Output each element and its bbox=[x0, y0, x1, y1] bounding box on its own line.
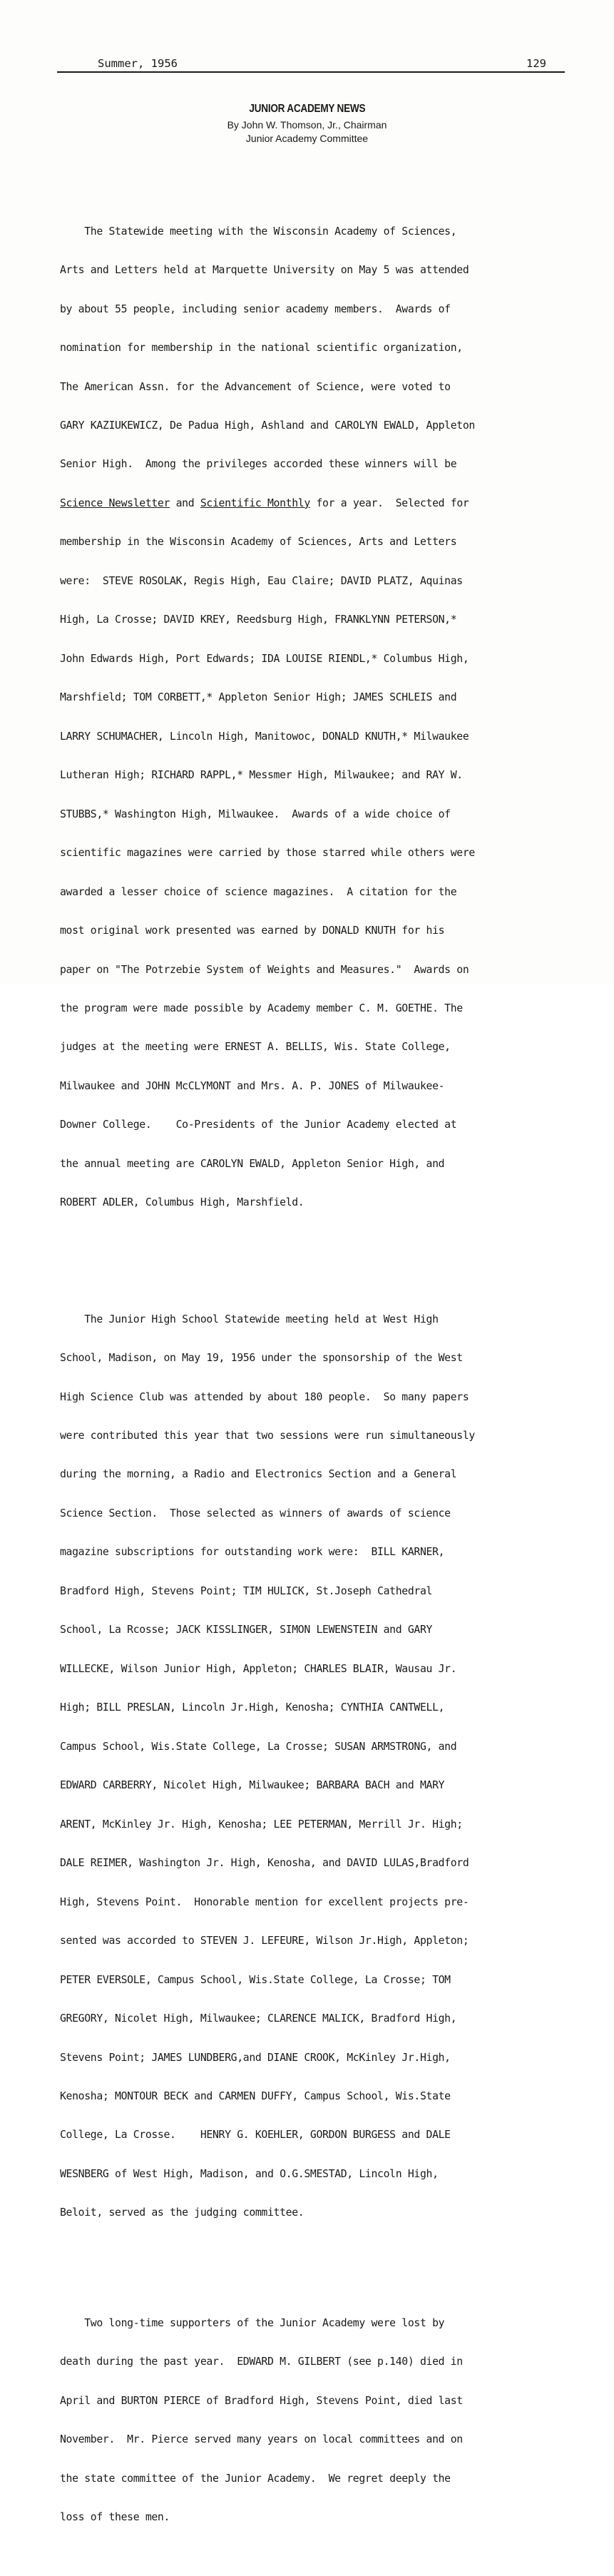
paragraph-line: College, La Crosse. HENRY G. KOEHLER, GORDON BURGESS and DALE bbox=[60, 2129, 451, 2142]
paragraph-line: Marshfield; TOM CORBETT,* Appleton Senior High; JAMES SCHLEIS and bbox=[60, 691, 457, 704]
line-fragment: and bbox=[170, 497, 200, 509]
paragraph-junior-high-meeting bbox=[60, 1287, 602, 2246]
paragraph-line: ARENT, McKinley Jr. High, Kenosha; LEE PETERMAN, Merrill Jr. High; bbox=[60, 1818, 463, 1831]
paragraph-line: Lutheran High; RICHARD RAPPL,* Messmer High, Milwaukee; and RAY W. bbox=[60, 769, 463, 782]
paragraph-line: the annual meeting are CAROLYN EWALD, Appleton Senior High, and bbox=[60, 1157, 445, 1170]
paragraph-line: DALE REIMER, Washington Jr. High, Kenosha, and DAVID LULAS,Bradford bbox=[60, 1857, 469, 1870]
paragraph-line: scientific magazines were carried by those starred while others were bbox=[60, 847, 475, 860]
paragraph-line: The Junior High School Statewide meeting held at West High bbox=[60, 1313, 439, 1325]
article-byline: By John W. Thomson, Jr., Chairman bbox=[227, 119, 387, 131]
paragraph-line: WESNBERG of West High, Madison, and O.G.SMESTAD, Lincoln High, bbox=[60, 2167, 439, 2180]
paragraph-line: Kenosha; MONTOUR BECK and CARMEN DUFFY, Campus School, Wis.State bbox=[60, 2089, 451, 2102]
paragraph-line: Beloit, served as the judging committee. bbox=[60, 2206, 305, 2219]
paragraph-line: High, La Crosse; DAVID KREY, Reedsburg High, FRANKLYNN PETERSON,* bbox=[60, 614, 457, 626]
paragraph-line: EDWARD CARBERRY, Nicolet High, Milwaukee; BARBARA BACH and MARY bbox=[60, 1779, 445, 1792]
paragraph-line: The American Assn. for the Advancement of Science, were voted to bbox=[60, 380, 451, 393]
paragraph-line: paper on "The Potrzebie System of Weights and Measures." Awards on bbox=[60, 963, 469, 976]
paragraph-line: judges at the meeting were ERNEST A. BELLIS, Wis. State College, bbox=[60, 1041, 451, 1054]
paragraph-line: November. Mr. Pierce served many years on local committees and on bbox=[60, 2433, 463, 2446]
paragraph-line: the program were made possible by Academy member C. M. GOETHE. The bbox=[60, 1002, 463, 1014]
paragraph-line: sented was accorded to STEVEN J. LEFEURE, Wilson Jr.High, Appleton; bbox=[60, 1935, 469, 1948]
paragraph-line: High, Stevens Point. Honorable mention for excellent projects pre- bbox=[60, 1895, 469, 1908]
paragraph-line: WILLECKE, Wilson Junior High, Appleton; CHARLES BLAIR, Wausau Jr. bbox=[60, 1662, 457, 1675]
paragraph-line: nomination for membership in the national scientific organization, bbox=[60, 342, 463, 355]
paragraph-line: School, Madison, on May 19, 1956 under the sponsorship of the West bbox=[60, 1352, 463, 1365]
publication-title: Science Newsletter bbox=[60, 497, 170, 509]
paragraph-line: ROBERT ADLER, Columbus High, Marshfield. bbox=[60, 1196, 305, 1209]
publication-title: Scientific Monthly bbox=[200, 497, 310, 509]
paragraph-line: Stevens Point; JAMES LUNDBERG,and DIANE CROOK, McKinley Jr.High, bbox=[60, 2051, 451, 2064]
paragraph-line: were: STEVE ROSOLAK, Regis High, Eau Claire; DAVID PLATZ, Aquinas bbox=[60, 574, 463, 587]
issue-date: Summer, 1956 bbox=[98, 57, 178, 70]
paragraph-line: membership in the Wisconsin Academy of Sciences, Arts and Letters bbox=[60, 536, 457, 549]
paragraph-line: awarded a lesser choice of science magazines. A citation for the bbox=[60, 885, 457, 898]
paragraph-line: High Science Club was attended by about 180 people. So many papers bbox=[60, 1390, 469, 1403]
paragraph-line: GARY KAZIUKEWICZ, De Padua High, Ashland and CAROLYN EWALD, Appleton bbox=[60, 419, 475, 432]
article-heading bbox=[0, 100, 614, 146]
paragraph-line: LARRY SCHUMACHER, Lincoln High, Manitowoc, DONALD KNUTH,* Milwaukee bbox=[60, 730, 469, 743]
paragraph-line: Campus School, Wis.State College, La Crosse; SUSAN ARMSTRONG, and bbox=[60, 1740, 457, 1753]
paragraph-line: Downer College. Co-Presidents of the Junior Academy elected at bbox=[60, 1119, 457, 1131]
paragraph-line: GREGORY, Nicolet High, Milwaukee; CLARENCE MALICK, Bradford High, bbox=[60, 2012, 457, 2025]
paragraph-line: High; BILL PRESLAN, Lincoln Jr.High, Kenosha; CYNTHIA CANTWELL, bbox=[60, 1701, 445, 1714]
article-body bbox=[60, 173, 602, 2576]
article-committee: Junior Academy Committee bbox=[245, 133, 369, 144]
paragraph-line: Two long-time supporters of the Junior Academy were lost by bbox=[60, 2316, 445, 2329]
paragraph-line: most original work presented was earned by DONALD KNUTH for his bbox=[60, 925, 445, 937]
paragraph-line: magazine subscriptions for outstanding work were: BILL KARNER, bbox=[60, 1546, 445, 1559]
paragraph-line: Bradford High, Stevens Point; TIM HULICK, St.Joseph Cathedral bbox=[60, 1584, 433, 1597]
paragraph-line: Senior High. Among the privileges accorded these winners will be bbox=[60, 458, 457, 471]
paragraph-line: Science Section. Those selected as winners of awards of science bbox=[60, 1507, 451, 1519]
paragraph-line bbox=[60, 497, 602, 510]
paragraph-line: Arts and Letters held at Marquette University on May 5 was attended bbox=[60, 264, 469, 277]
paragraph-line: were contributed this year that two sessions were run simultaneously bbox=[60, 1430, 475, 1442]
paragraph-line: by about 55 people, including senior academy members. Awards of bbox=[60, 302, 451, 315]
paragraph-line: Milwaukee and JOHN McCLYMONT and Mrs. A. P. JONES of Milwaukee- bbox=[60, 1079, 445, 1092]
page-number: 129 bbox=[526, 57, 546, 70]
paragraph-line: the state committee of the Junior Academy. We regret deeply the bbox=[60, 2472, 451, 2485]
paragraph-line: April and BURTON PIERCE of Bradford High, Stevens Point, died last bbox=[60, 2394, 463, 2407]
paragraph-line: during the morning, a Radio and Electronics Section and a General bbox=[60, 1468, 457, 1481]
paragraph-obituaries bbox=[60, 2291, 602, 2550]
paragraph-line: John Edwards High, Port Edwards; IDA LOUISE RIENDL,* Columbus High, bbox=[60, 652, 469, 665]
paragraph-line: PETER EVERSOLE, Campus School, Wis.State College, La Crosse; TOM bbox=[60, 1973, 451, 1986]
paragraph-line: loss of these men. bbox=[60, 2510, 170, 2523]
article-title: JUNIOR ACADEMY NEWS bbox=[249, 103, 365, 115]
paragraph-line: School, La Rcosse; JACK KISSLINGER, SIMON LEWENSTEIN and GARY bbox=[60, 1624, 433, 1636]
paragraph-senior-meeting bbox=[60, 199, 602, 1236]
paragraph-line: The Statewide meeting with the Wisconsin Academy of Sciences, bbox=[60, 225, 457, 238]
paragraph-line: death during the past year. EDWARD M. GILBERT (see p.140) died in bbox=[60, 2356, 463, 2368]
line-fragment: for a year. Selected for bbox=[309, 497, 469, 509]
paragraph-line: STUBBS,* Washington High, Milwaukee. Awards of a wide choice of bbox=[60, 808, 451, 820]
running-header bbox=[57, 56, 565, 73]
